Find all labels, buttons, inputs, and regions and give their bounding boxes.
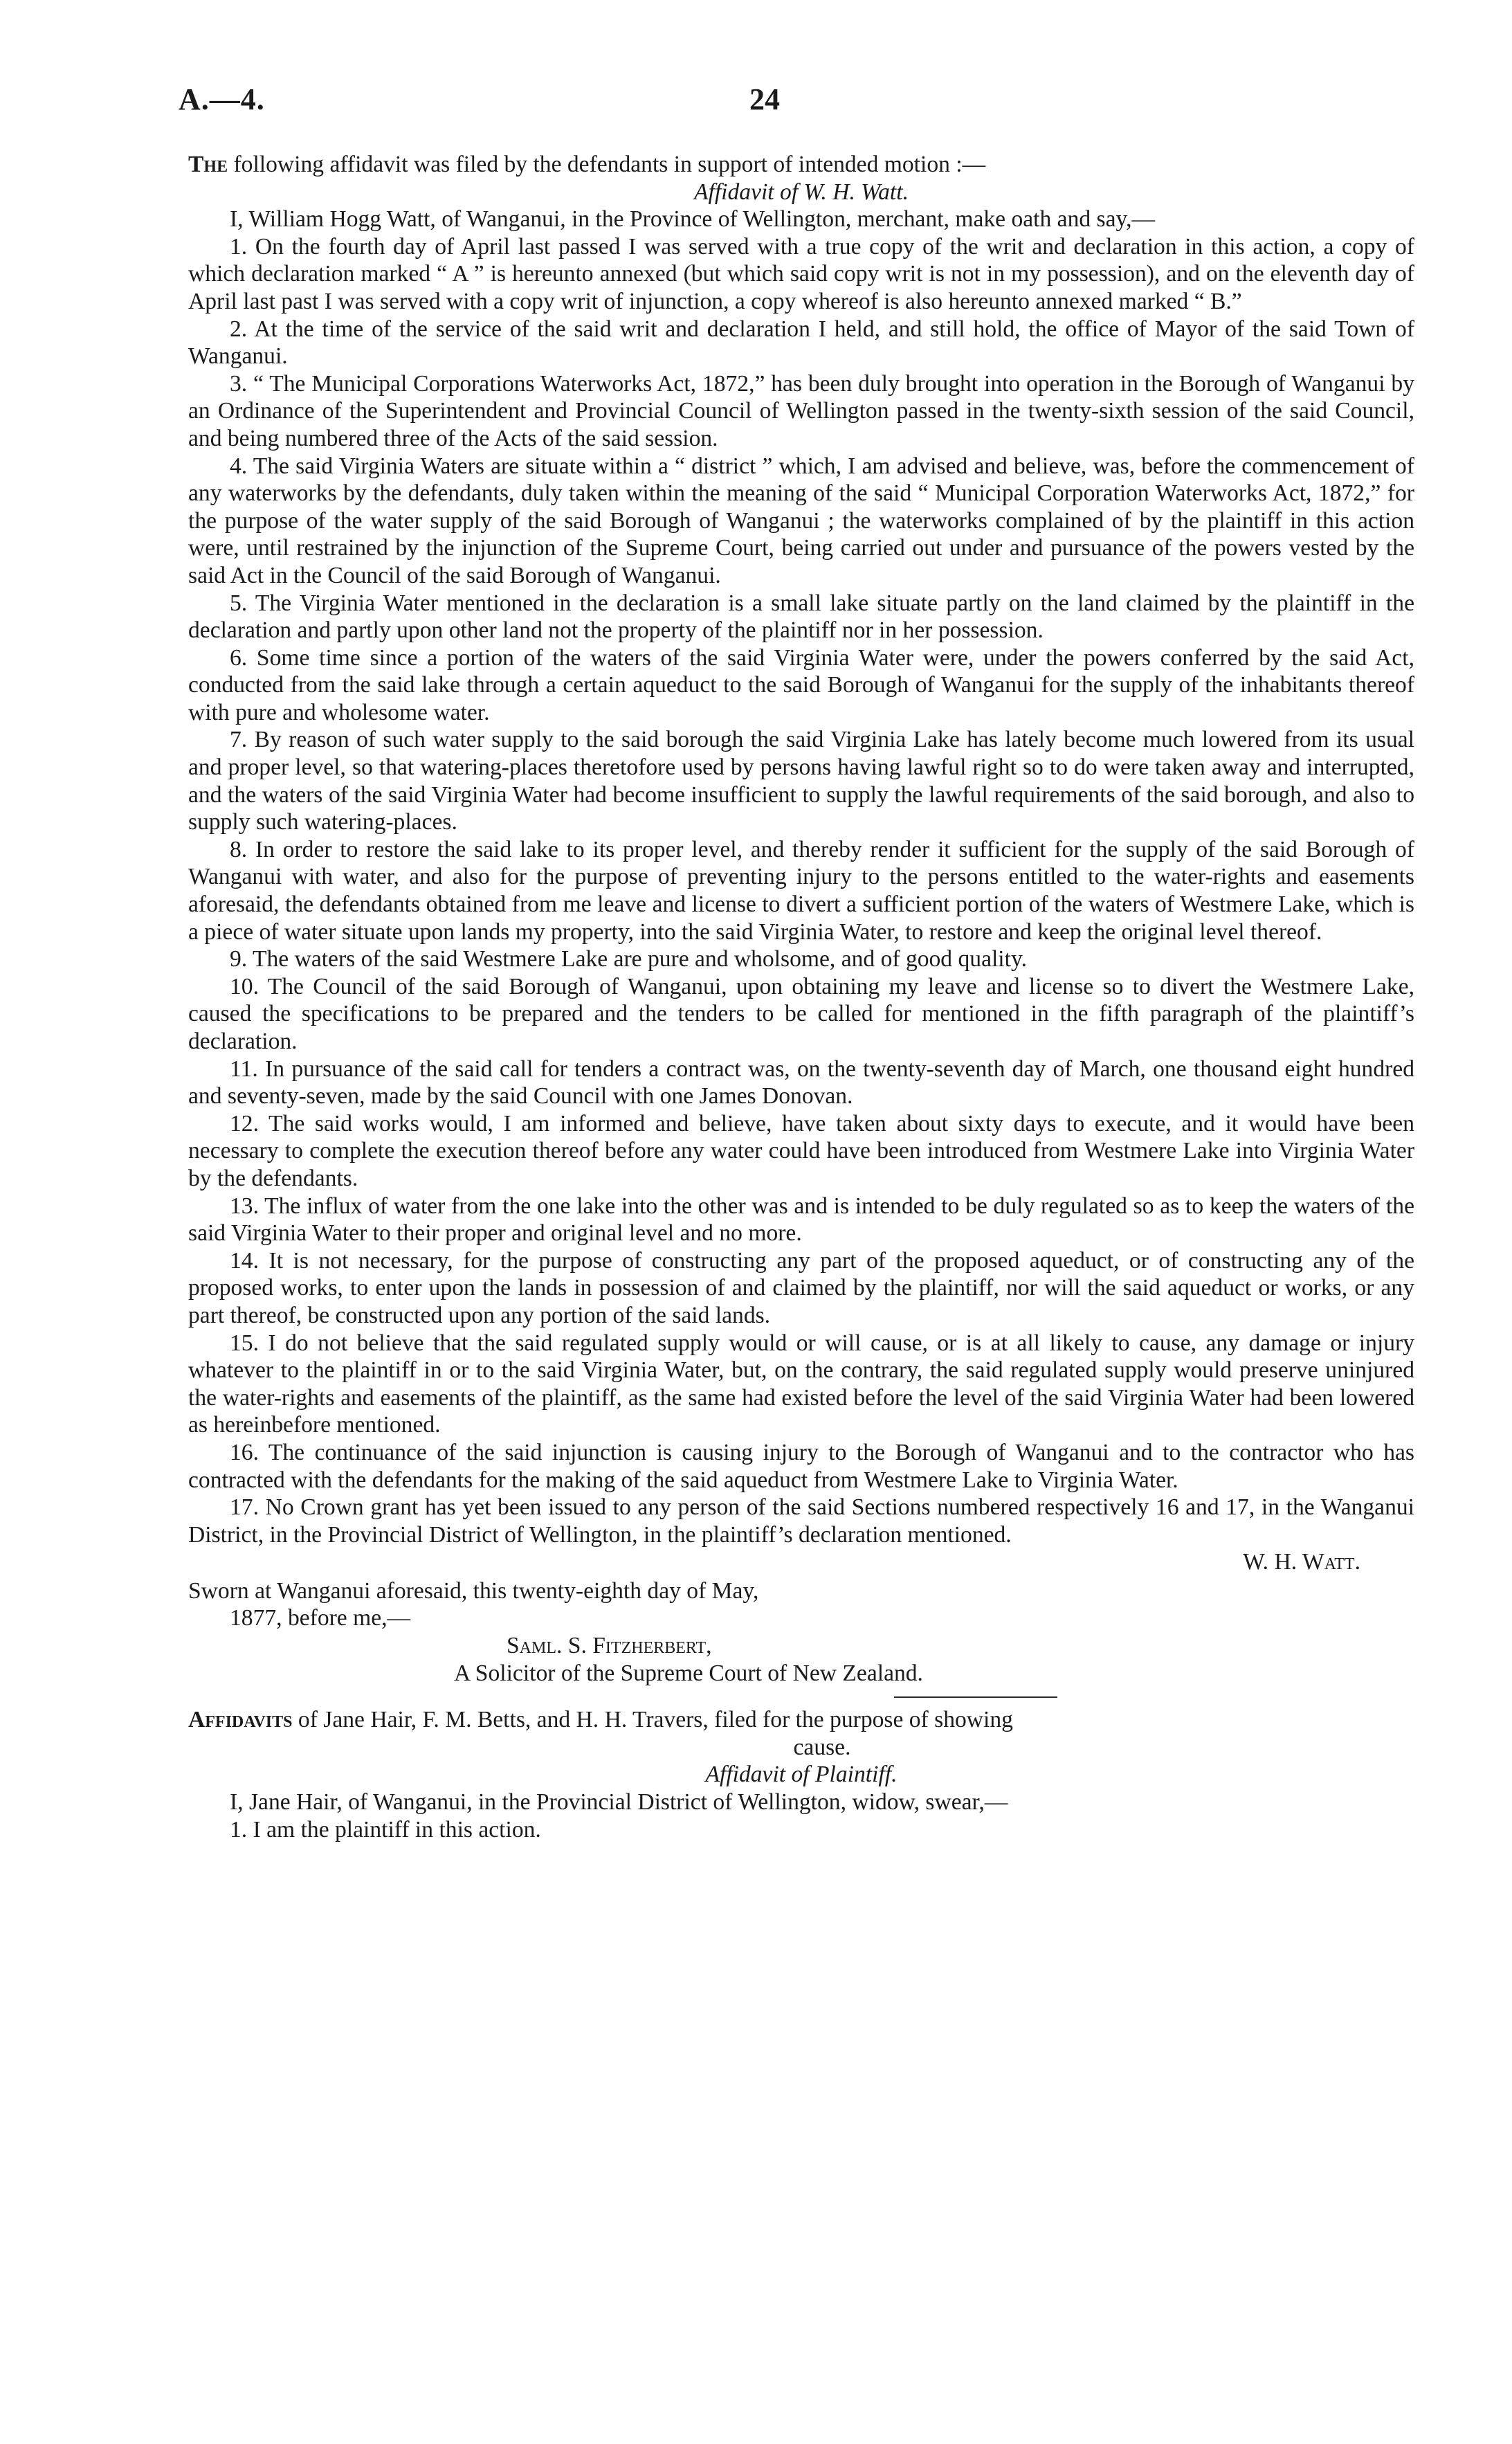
document-reference: A.—4. — [179, 82, 265, 116]
affidavit-paragraph: 9. The waters of the said Westmere Lake are pure and wholsome, and of good quality. — [230, 946, 1027, 972]
affidavit-paragraph: 8. In order to restore the said lake to its proper level, and thereby render it sufficient for the supply of the said Borough of Wanganui with water, and also for the purpose of preventing injury to the persons entitled to the water-rights and easements aforesaid, the defendants obtained from me leave and license to divert a sufficient portion of the waters of Westmere Lake, which is a piece of water situate upon lands my property, into the said Virginia Water, to restore and keep the original level thereof. — [188, 836, 1414, 945]
affidavit-paragraph: 5. The Virginia Water mentioned in the declaration is a small lake situate partly on the land claimed by the plaintiff in the declaration and partly upon other land not the property of the plaintiff nor in her possession. — [188, 590, 1414, 644]
affidavit-title-watt: Affidavit of W. H. Watt. — [694, 179, 909, 205]
affidavit-paragraph: 1. On the fourth day of April last passed I was served with a true copy of the writ and declaration in this action, a copy of which declaration marked “ A ” is hereunto annexed (but which said copy writ is not in my possession), and on the eleventh day of April last past I was served with a copy writ of injunction, a copy whereof is also hereunto annexed marked “ B.” — [188, 233, 1414, 314]
document-body — [188, 151, 1414, 1843]
plaintiff-paragraph: 1. I am the plaintiff in this action. — [230, 1816, 541, 1843]
section-divider — [894, 1696, 1057, 1698]
affidavit-paragraph: 14. It is not necessary, for the purpose of constructing any part of the proposed aqueduct, or of constructing any of the proposed works, to enter upon the lands in possession of and claimed by the plaintiff, nor will the said aqueduct or works, or any part thereof, be constructed upon any portion of the said lands. — [188, 1247, 1414, 1328]
intro-lead-word: The — [188, 152, 228, 177]
affidavit-paragraph: 12. The said works would, I am informed and believe, have taken about sixty days to execute, and it would have been necessary to complete the execution thereof before any water could have been introduced from Westmere Lake into Virginia Water by the defendants. — [188, 1110, 1414, 1191]
affidavit-paragraph: 15. I do not believe that the said regulated supply would or will cause, or is at all likely to cause, any damage or injury whatever to the plaintiff in or to the said Virginia Water, but, on the contrary, the said regulated supply would preserve uninjured the water-rights and easements of the plaintiff, as the same had existed before the level of the said Virginia Water had been lowered as hereinbefore mentioned. — [188, 1330, 1414, 1438]
affidavit-paragraph: 10. The Council of the said Borough of Wanganui, upon obtaining my leave and license so to divert the Westmere Lake, caused the specifications to be prepared and the tenders to be called for mentioned in the fifth paragraph of the plaintiff’s declaration. — [188, 973, 1414, 1054]
oath-statement: I, William Hogg Watt, of Wanganui, in the Province of Wellington, merchant, make oath and say,— — [230, 206, 1156, 233]
affidavit-title-plaintiff: Affidavit of Plaintiff. — [705, 1762, 898, 1788]
affidavit-paragraph: 13. The influx of water from the one lake into the other was and is intended to be duly regulated so as to keep the waters of the said Virginia Water to their proper and original level and no more. — [188, 1193, 1414, 1247]
commissioner-name: Saml. S. Fitzherbert, — [507, 1633, 712, 1659]
affidavit-paragraph: 16. The continuance of the said injunction is causing injury to the Borough of Wanganui and to the contractor who has contracted with the defendants for the making of the said aqueduct from Westmere Lake to Virginia Water. — [188, 1439, 1414, 1493]
intro-statement — [188, 151, 1414, 179]
affidavit-paragraph: 17. No Crown grant has yet been issued to any person of the said Sections numbered respectively 16 and 17, in the Wanganui District, in the Provincial District of Wellington, in the plaintiff’s declaration mentioned. — [188, 1494, 1414, 1548]
intro-text: following affidavit was filed by the defendants in support of intended motion :— — [228, 152, 986, 177]
affidavit-paragraph: 11. In pursuance of the said call for tenders a contract was, on the twenty-seventh day of March, one thousand eight hundred and seventy-seven, made by the said Council with one James Donovan. — [188, 1056, 1414, 1110]
affidavits-lead-word: Affidavits — [188, 1707, 293, 1733]
affidavits-intro — [188, 1706, 1414, 1734]
jurat-line-1: Sworn at Wanganui aforesaid, this twenty-eighth day of May, — [188, 1577, 759, 1604]
commissioner-title: A Solicitor of the Supreme Court of New Zealand. — [454, 1660, 923, 1686]
affidavit-paragraph: 2. At the time of the service of the said writ and declaration I held, and still hold, the office of Mayor of the said Town of Wanganui. — [188, 316, 1414, 370]
deponent-signature: W. H. Watt. — [1243, 1549, 1360, 1575]
affidavits-intro-text: of Jane Hair, F. M. Betts, and H. H. Travers, filed for the purpose of showing — [292, 1707, 1013, 1733]
affidavit-paragraph: 7. By reason of such water supply to the said borough the said Virginia Lake has lately become much lowered from its usual and proper level, so that watering-places theretofore used by persons having lawful right so to do were taken away and interrupted, and the waters of the said Virginia Water had become insufficient to supply the lawful requirements of the said borough, and also to supply such watering-places. — [188, 727, 1414, 835]
affidavit-paragraph: 6. Some time since a portion of the waters of the said Virginia Water were, under the powers conferred by the said Act, conducted from the said lake through a certain aqueduct to the said Borough of Wanganui for the supply of the inhabitants thereof with pure and wholesome water. — [188, 644, 1414, 725]
jurat-line-2: 1877, before me,— — [230, 1605, 411, 1631]
affidavits-intro-continuation: cause. — [793, 1734, 851, 1760]
affidavit-paragraph: 4. The said Virginia Waters are situate within a “ district ” which, I am advised and believe, was, before the commencement of any waterworks by the defendants, duly taken within the meaning of the said “ Municipal Corporation Waterworks Act, 1872,” for the purpose of the water supply of the said Borough of Wanganui ; the waterworks complained of by the plaintiff in this action were, until restrained by the injunction of the Supreme Court, being carried out under and pursuance of the powers vested by the said Act in the Council of the said Borough of Wanganui. — [188, 453, 1414, 588]
affidavit-paragraph: 3. “ The Municipal Corporations Waterworks Act, 1872,” has been duly brought into operation in the Borough of Wanganui by an Ordinance of the Superintendent and Provincial Council of Wellington passed in the twenty-sixth session of the said Council, and being numbered three of the Acts of the said session. — [188, 370, 1414, 451]
plaintiff-oath-statement: I, Jane Hair, of Wanganui, in the Provincial District of Wellington, widow, swear,— — [230, 1789, 1008, 1816]
page-number: 24 — [749, 82, 780, 116]
